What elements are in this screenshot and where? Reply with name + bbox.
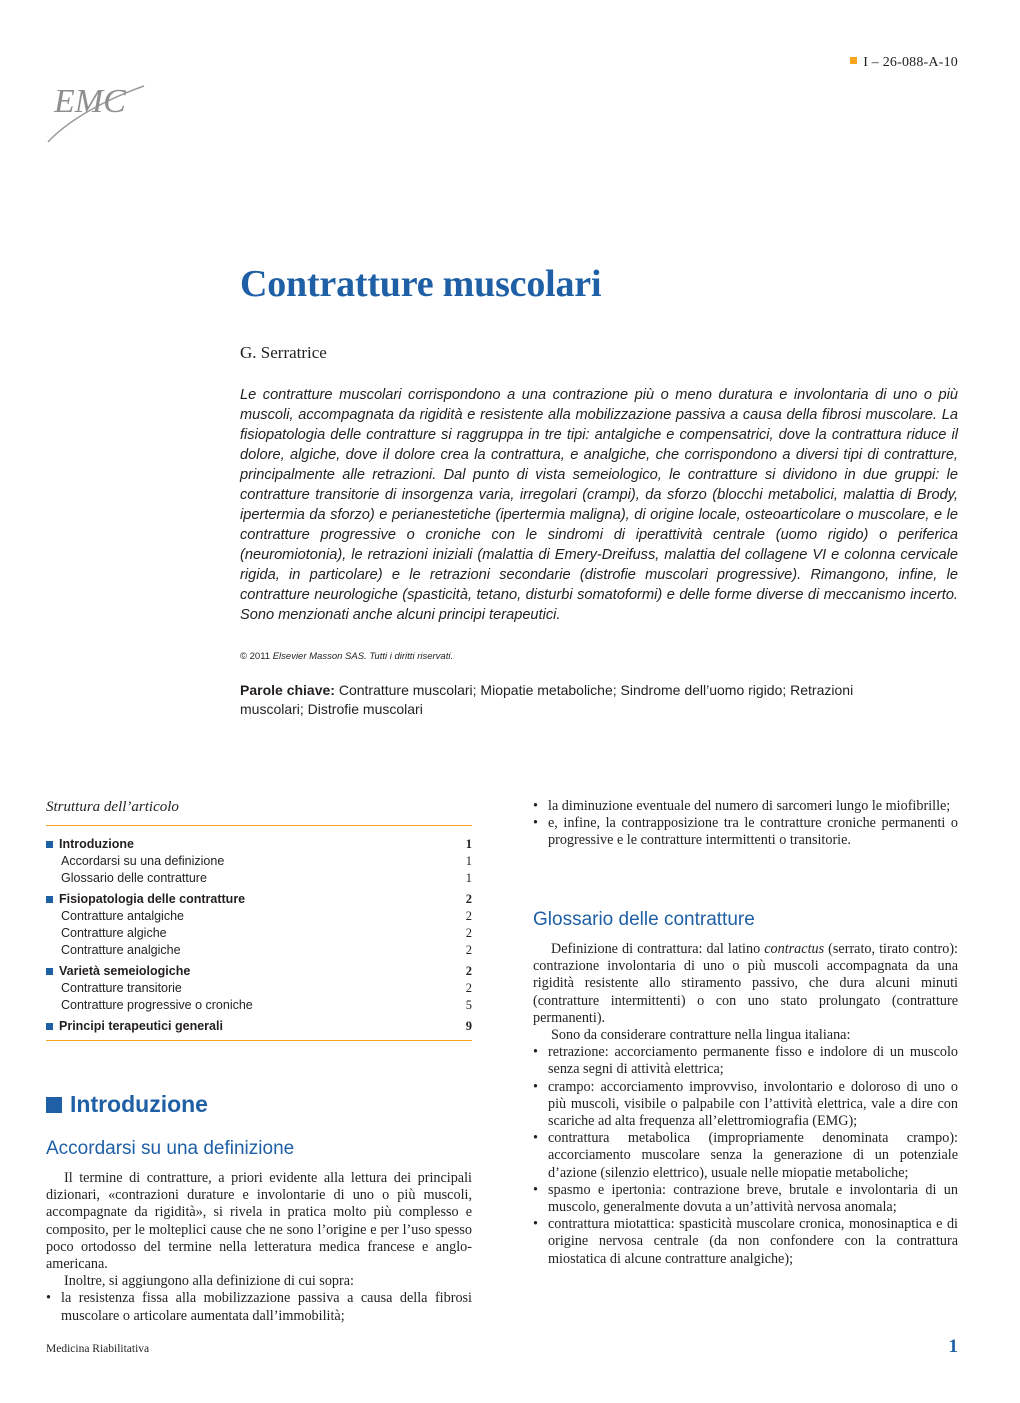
article-reference	[850, 55, 958, 71]
emc-logo	[40, 68, 150, 148]
right-column-glossario	[533, 941, 958, 1268]
toc-item-label: Contratture antalgiche	[61, 909, 184, 923]
paragraph: Il termine di contratture, a priori evidente alla lettura dei principali dizionari, «contrazioni durature e involontarie di uno o più muscoli, accompagnate da rigidità», si rivela in pratica molto più complesso e composito, per le molteplici cause che ne sono l’origine e per l’uso spesso poco ortodosso del termine nella letteratura medica francese e anglo-americana.	[46, 1170, 472, 1273]
copyright: © 2011 Elsevier Masson SAS. Tutti i diritti riservati.	[240, 651, 454, 662]
author: G. Serratrice	[240, 343, 327, 362]
toc-item-label: Glossario delle contratture	[61, 871, 207, 885]
list-item: • la diminuzione eventuale del numero di sarcomeri lungo le miofibrille;	[533, 798, 958, 815]
subheading-definizione: Accordarsi su una definizione	[46, 1138, 295, 1159]
article-title: Contratture muscolari	[240, 263, 602, 305]
page-number: 1	[948, 1336, 958, 1357]
toc-item-label: Fisiopatologia delle contratture	[46, 891, 245, 908]
reference-number: I – 26-088-A-10	[863, 55, 958, 70]
list-item: • retrazione: accorciamento permanente fisso e indolore di un muscolo senza segni di attività elettrica;	[533, 1044, 958, 1078]
toc-item-page: 2	[465, 964, 472, 978]
blue-square-icon	[46, 1097, 62, 1113]
toc-item[interactable]	[46, 908, 472, 925]
subheading-glossario: Glossario delle contratture	[533, 909, 755, 930]
toc-item[interactable]	[46, 870, 472, 887]
list-item: • contrattura miotattica: spasticità muscolare cronica, monosinaptica e di origine nervosa centrale (da non confondere con la contrattura miostatica di alcune contratture analgiche);	[533, 1216, 958, 1268]
toc-item-page: 5	[465, 998, 472, 1012]
toc-item-label: Principi terapeutici generali	[46, 1018, 223, 1035]
toc-item[interactable]	[46, 1018, 472, 1035]
toc-item-page: 9	[465, 1019, 472, 1033]
toc-item[interactable]	[46, 891, 472, 908]
toc-item-page: 1	[465, 837, 472, 851]
toc-item-label: Varietà semeiologiche	[46, 963, 190, 980]
toc-item-page: 2	[465, 892, 472, 906]
journal-name: Medicina Riabilitativa	[46, 1343, 150, 1355]
toc-item[interactable]	[46, 942, 472, 959]
bullet-list	[533, 798, 958, 850]
toc-item[interactable]	[46, 925, 472, 942]
toc-item-label: Contratture algiche	[61, 926, 167, 940]
toc-item[interactable]	[46, 997, 472, 1014]
keywords-label: Parole chiave:	[240, 682, 335, 698]
toc-item-label: Contratture progressive o croniche	[61, 998, 253, 1012]
toc-item-page: 2	[465, 943, 472, 957]
abstract: Le contratture muscolari corrispondono a una contrazione più o meno duratura e involontaria di uno o più muscoli, accompagnata da rigidità e resistente alla mobilizzazione passiva a causa della fibrosi muscolare. La fisiopatologia delle contratture si raggruppa in tre tipi: antalgiche e compensatrici, dove la contrattura riduce il dolore, algiche, dove il dolore crea la contrattura, e analgiche, che corrispondono a diversi tipi di contratture, principalmente alle retrazioni. Dal punto di vista semeiologico, le contratture si dividono in due gruppi: le contratture transitorie di insorgenza varia, irregolari (crampi), da sforzo (blocchi metabolici, malattia di Brody, ipertermia da sforzo) e perianestetiche (ipertermia maligna), di origine locale, osteoarticolare o muscolare, e le contratture progressive o croniche con le sindromi di iperattività centrale (uomo rigido) o periferica (neuromiotonia), le retrazioni iniziali (malattia di Emery-Dreifuss, malattia del collagene VI e colonna cervicale rigida, in particolare) e le retrazioni secondarie (distrofie muscolari progressive). Rimangono, infine, le contratture neurologiche (spasticità, tetano, disturbi somatoformi) e delle forme diverse di meccanismo incerto. Sono menzionati anche alcuni principi terapeutici.	[240, 387, 958, 623]
list-item: • crampo: accorciamento improvviso, involontario e doloroso di uno o più muscoli, visibile o palpabile con l’attività elettrica, vale a dire con scariche ad alta frequenza all’elettromiografia (EMG);	[533, 1079, 958, 1131]
list-item: • e, infine, la contrapposizione tra le contratture croniche permanenti o progressive e le contratture intermittenti o transitorie.	[533, 815, 958, 849]
toc-item-page: 2	[465, 981, 472, 995]
list-item: • la resistenza fissa alla mobilizzazione passiva a causa della fibrosi muscolare o articolare aumentata dall’immobilità;	[46, 1290, 472, 1324]
keywords-text: Contratture muscolari; Miopatie metaboliche; Sindrome dell’uomo rigido; Retrazioni muscolari; Distrofie muscolari	[240, 682, 854, 717]
list-item: • contrattura metabolica (impropriamente denominata crampo): accorciamento muscolare senza la generazione di un potenziale d’azione (silenzio elettrico), usuale nelle miopatie metaboliche;	[533, 1130, 958, 1182]
toc-item[interactable]	[46, 980, 472, 997]
toc-item-page: 2	[465, 926, 472, 940]
toc-heading: Struttura dell’articolo	[46, 799, 472, 826]
toc-item-label: Contratture transitorie	[61, 981, 182, 995]
toc-item-label: Introduzione	[46, 836, 134, 853]
table-of-contents	[46, 799, 472, 1041]
right-column-top	[533, 798, 958, 850]
toc-item[interactable]	[46, 963, 472, 980]
bullet-list	[46, 1290, 472, 1324]
toc-item-label: Contratture analgiche	[61, 943, 181, 957]
paragraph: Inoltre, si aggiungono alla definizione di cui sopra:	[64, 1273, 354, 1290]
toc-item[interactable]	[46, 836, 472, 853]
bullet-list	[533, 1044, 958, 1268]
toc-item-page: 1	[465, 871, 472, 885]
toc-item[interactable]	[46, 853, 472, 870]
definition-paragraph: Definizione di contrattura: dal latino contractus (serrato, tirato contro): contrazione involontaria di uno o più muscoli accompagnata da una rigidità resistente allo stiramento passivo, che dura alcuni minuti (contratture intermittenti) o con uno stato prolungato (contratture permanenti).	[533, 941, 958, 1026]
logo-text: EMC	[54, 83, 126, 120]
toc-item-label: Accordarsi su una definizione	[61, 854, 225, 868]
list-item: • spasmo e ipertonia: contrazione breve, brutale e involontaria di un muscolo, generalmente dovuta a un’attività nervosa anomala;	[533, 1182, 958, 1216]
toc-item-page: 2	[465, 909, 472, 923]
left-column-text	[46, 1170, 472, 1325]
section-heading-introduzione: Introduzione	[46, 1091, 208, 1118]
orange-square-icon	[850, 57, 857, 64]
keywords	[240, 681, 880, 719]
toc-item-page: 1	[465, 854, 472, 868]
paragraph: Sono da considerare contratture nella lingua italiana:	[551, 1027, 851, 1044]
